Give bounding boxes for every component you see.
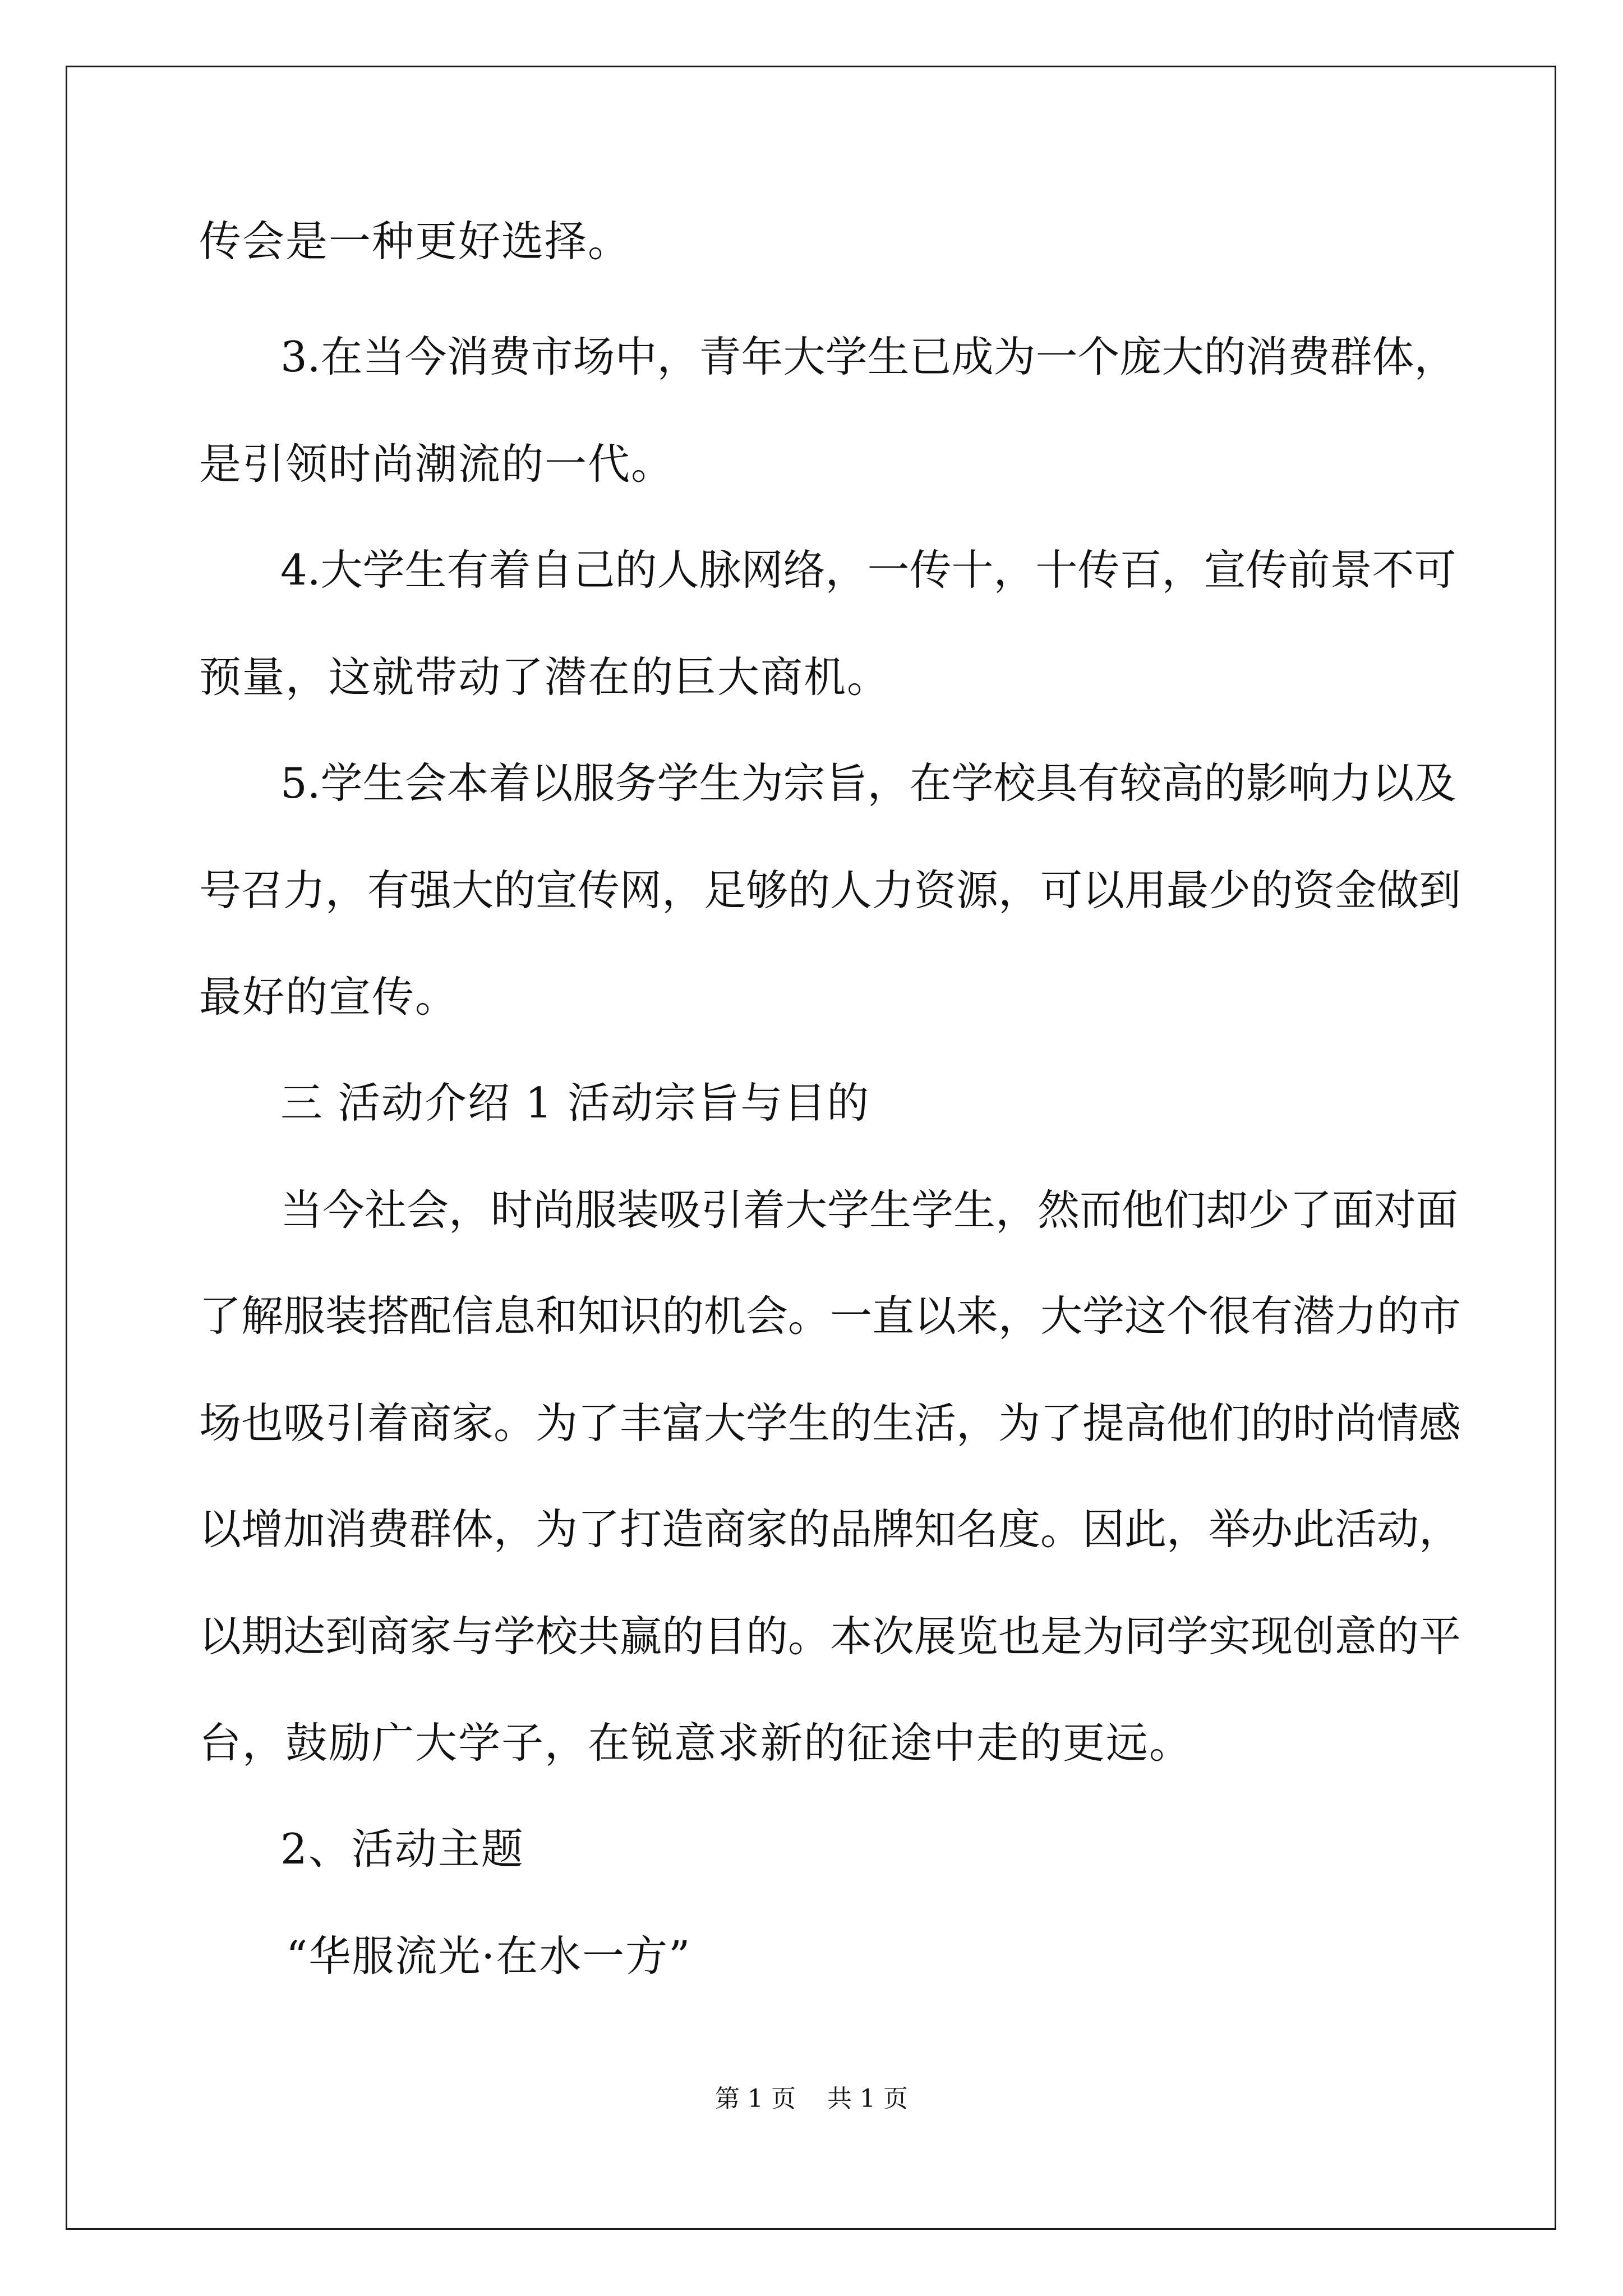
text-line: 传会是一种更好选择。 [199, 217, 631, 266]
text-line: 了解服装搭配信息和知识的机会。一直以来，大学这个很有潜力的市 [199, 1291, 1461, 1341]
theme-quote: “华服流光·在水一方” [286, 1931, 691, 1981]
text-line: 3.在当今消费市场中，青年大学生已成为一个庞大的消费群体， [280, 332, 1456, 381]
text-line: 以期达到商家与学校共赢的目的。本次展览也是为同学实现创意的平 [199, 1612, 1461, 1661]
page-border [66, 66, 1556, 2230]
text-line: 是引领时尚潮流的一代。 [199, 439, 675, 489]
text-line: 号召力，有强大的宣传网，足够的人力资源，可以用最少的资金做到 [199, 866, 1461, 915]
text-line: 5.学生会本着以服务学生为宗旨，在学校具有较高的影响力以及 [280, 758, 1456, 808]
text-line: 以增加消费群体，为了打造商家的品牌知名度。因此，举办此活动， [199, 1504, 1461, 1554]
text-line: 场也吸引着商家。为了丰富大学生的生活，为了提高他们的时尚情感 [199, 1398, 1461, 1448]
text-line: 最好的宣传。 [199, 972, 459, 1022]
text-line: 4.大学生有着自己的人脉网络，一传十，十传百，宣传前景不可 [280, 545, 1456, 595]
page-footer: 第 1 页 共 1 页 [715, 2085, 908, 2113]
text-line: 台，鼓励广大学子，在锐意求新的征途中走的更远。 [199, 1718, 1193, 1768]
section-heading: 三 活动介绍 1 活动宗旨与目的 [280, 1078, 870, 1128]
text-line: 当今社会，时尚服装吸引着大学生学生，然而他们却少了面对面 [280, 1185, 1459, 1235]
section-heading: 2、活动主题 [280, 1824, 524, 1874]
text-line: 预量，这就带动了潜在的巨大商机。 [199, 652, 891, 702]
